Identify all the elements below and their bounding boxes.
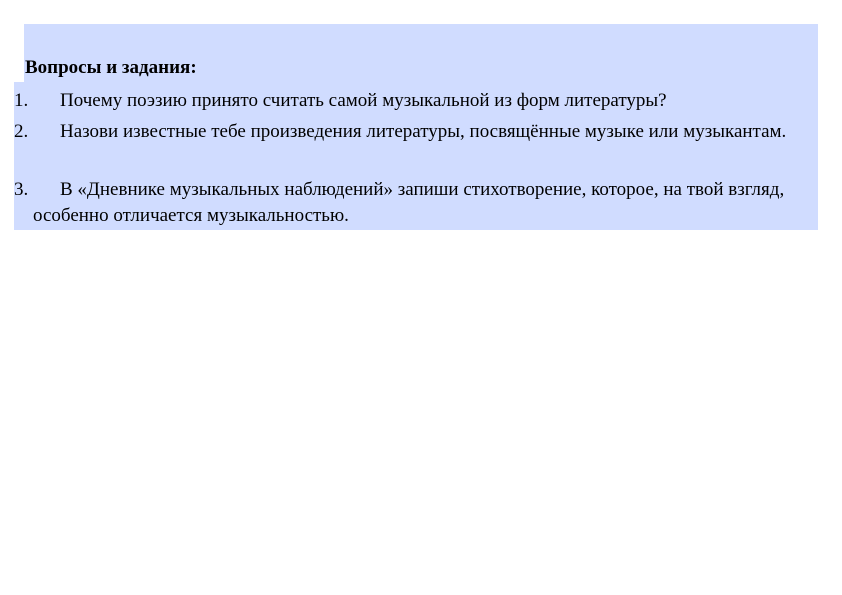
list-item-number: 1. — [14, 90, 29, 111]
list-item-text: Назови известные тебе произведения литературы, посвящённые музыке или музыкантам. — [60, 121, 787, 142]
section-heading: Вопросы и задания: — [25, 57, 197, 78]
list-item-number: 3. — [14, 179, 29, 200]
list-item — [14, 177, 822, 229]
list-item-text: В «Дневнике музыкальных наблюдений» запиши стихотворение, которое, на твой взгляд, особенно отличается музыкальностью. — [33, 179, 785, 226]
list-item-text: Почему поэзию принято считать самой музыкальной из форм литературы? — [60, 90, 667, 111]
list-item — [14, 88, 822, 114]
list-item-number: 2. — [14, 121, 29, 142]
list-item — [14, 119, 822, 145]
